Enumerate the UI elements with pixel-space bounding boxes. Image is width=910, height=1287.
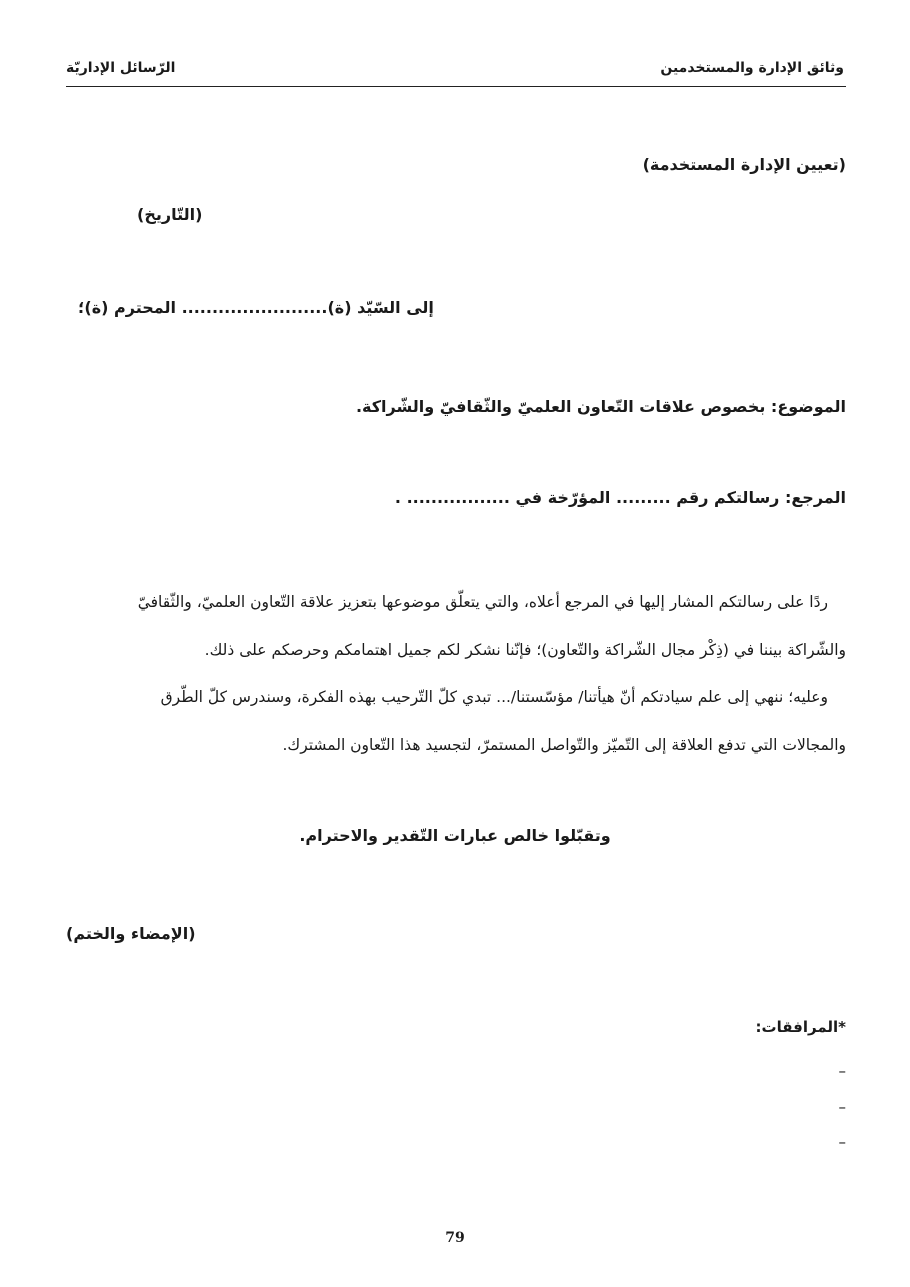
- paragraph-1-line-1: ردًا على رسالتكم المشار إليها في المرجع أعلاه، والتي يتعلّق موضوعها بتعزيز علاقة التّعاون العلميّ، والثّقافيّ: [137, 593, 828, 611]
- attachment-item: –: [838, 1133, 846, 1151]
- issuer-line: (تعيين الإدارة المستخدمة): [642, 155, 846, 174]
- date-line: (التّاريخ): [137, 205, 203, 224]
- page-number: 79: [445, 1230, 465, 1246]
- signature-line: (الإمضاء والختم): [66, 924, 196, 943]
- recipient-line: إلى السّيّد (ة)........................ المحترم (ة)؛: [78, 298, 434, 317]
- body-paragraph-1: [64, 578, 846, 674]
- header-divider: [66, 86, 846, 87]
- subject-line: الموضوع: بخصوص علاقات التّعاون العلميّ والثّقافيّ والشّراكة.: [355, 397, 846, 416]
- paragraph-2-line-1: وعليه؛ ننهي إلى علم سيادتكم أنّ هيأتنا/ مؤسّستنا/... تبدي كلّ التّرحيب بهذه الفكرة، وسندرس كلّ الطّرق: [160, 688, 828, 706]
- attachment-item: –: [838, 1098, 846, 1116]
- paragraph-1-line-2: والشّراكة بيننا في (ذِكْر مجال الشّراكة والتّعاون)؛ فإنّنا نشكر لكم جميل اهتمامكم وحرصكم على ذلك.: [204, 641, 846, 659]
- running-header-left: الرّسائل الإداريّة: [66, 60, 176, 76]
- attachment-item: –: [838, 1062, 846, 1080]
- attachments-label: *المرافقات:: [755, 1018, 846, 1036]
- running-header-right: وثائق الإدارة والمستخدمين: [660, 60, 844, 76]
- closing-line: وتقبّلوا خالص عبارات التّقدير والاحترام.: [299, 826, 611, 845]
- body-paragraph-2: [64, 673, 846, 769]
- reference-line: المرجع: رسالتكم رقم ......... المؤرّخة في ................. .: [394, 488, 846, 507]
- paragraph-2-line-2: والمجالات التي تدفع العلاقة إلى التّميّز والتّواصل المستمرّ، لتجسيد هذا التّعاون المشترك.: [282, 736, 846, 754]
